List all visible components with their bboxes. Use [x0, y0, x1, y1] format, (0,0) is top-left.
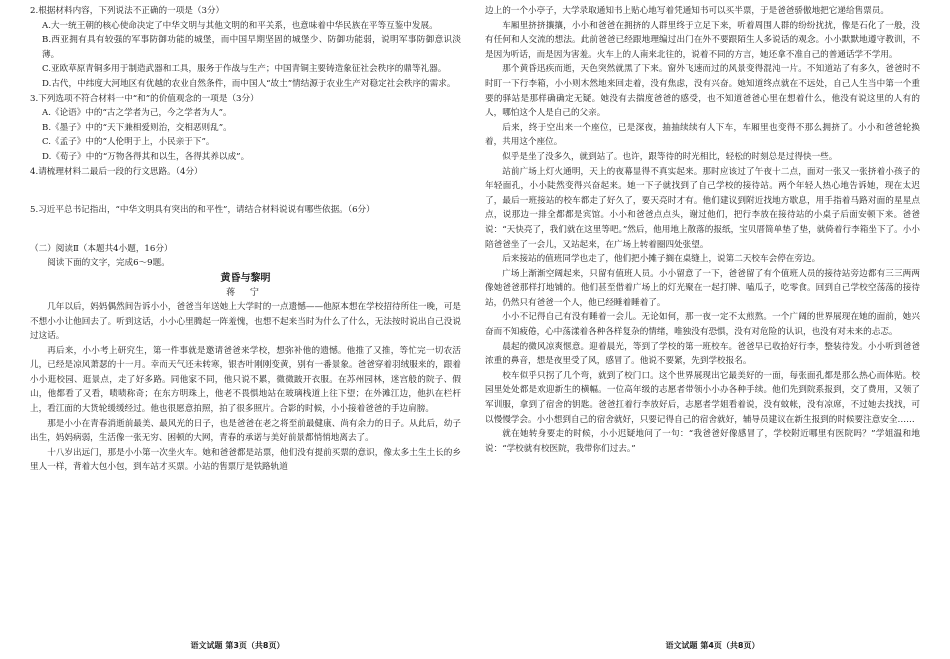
section-heading: （二）阅读Ⅱ（本题共4小题，16分） — [30, 243, 173, 254]
question-3-option-d: D.《荀子》中的“万物各得其和以生，各得其养以成”。 — [42, 151, 250, 162]
reading-instruction: 阅读下面的文字，完成6～9题。 — [47, 258, 170, 269]
article-paragraph: 后来接站的值班同学也走了，他们把小摊子搁在桌缝上，说第二天校车会停在旁边。 — [502, 254, 821, 265]
question-2-option-a: A.大一统王朝的核心使命决定了中华文明与其他文明的和平关系，也意味着中华民族在平等互鉴中发展。 — [42, 20, 438, 31]
question-2-stem: 2.根据材料内容，下列说法不正确的一项是（3分） — [30, 6, 225, 16]
article-paragraph: 边上的一个小亭子，大学录取通知书上贴心地写着凭通知书可以买半票，于是爸爸骄傲地把它递给售票员。 — [485, 6, 889, 16]
question-2-option-b: B.西亚拥有具有较强的军事防御功能的城堡，而中国早期坚固的城堡少、防御功能弱，说明军事防御意识淡薄。 — [42, 35, 461, 60]
article-paragraph: 那个黄昏迅疾而逝，天色突然就黑了下来。窗外飞速而过的风景变得混沌一片。不知道站了有多久，爸爸时不时盯一下行李箱，小小则木然地来回走着，没有焦虑，没有兴奋。她知道终点就在不远处，自己人生当中第一个重要的驿站是那样确确定无疑。她没有去揣度爸爸的感受，也不知道爸爸心里在想着什么，他没有说这里的人有的人，哪怕这个人是自己的父亲。 — [485, 64, 920, 119]
article-paragraph: 十八岁出远门，那是小小第一次坐火车。她和爸爸都是站票，他们没有提前买票的意识，像太多土生土长的乡里人一样，背着大包小包，到车站才买票。小站的售票厅是铁路轨道 — [30, 447, 461, 473]
question-3-option-b: B.《墨子》中的“天下兼相爱则治，交相恶则乱”。 — [42, 122, 232, 133]
article-paragraph: 广场上渐渐空阔起来，只留有值班人员。小小留意了一下，爸爸留了有个值班人员的接待站旁边都有三三两两像她爸爸那样打地铺的。他们甚至借着广场上的灯光聚在一起打牌、嗑瓜子，吃零食。回到自己学校空荡荡的接待站，仍然只有爸爸一个人，他已经睡着睡着了。 — [485, 268, 920, 308]
question-3-stem: 3.下列选项不符合材料一中“和”的价值观念的一项是（3分） — [30, 93, 259, 104]
article-paragraph: 小小不记得自己有没有睡着一会儿。无论如何，那一夜一定不太煎熬。一个广阔的世界展现在她的面前，她兴奋而不知疲倦，心中荡漾着各种各样复杂的情绪，唯独没有恐惧，没有对危险的认识，也没有对未来的忐忑。 — [485, 312, 920, 338]
article-paragraph: 校车似乎只拐了几个弯，就到了校门口。这个世界展现出它最美好的一面，每张面孔都是那么热心而体贴。校园里处处都是欢迎新生的横幅。一位高年级的志愿者带领小小办各种手续。他们先到院系报到，交了费用，又领了军训服，拿到了宿舍的钥匙。爸爸扛着行李放好后，志愿者学姐看着说，没有蚊帐，没有凉席，不过她去找找，可以慢慢学会。小小想到自己的宿舍就好，只要记得自己的宿舍就好，辅导员建议在新生报到的时候要注意安全…… — [485, 370, 920, 425]
article-paragraph: 站前广场上灯火通明，天上的夜幕显得不真实起来。那时应该过了午夜十二点，面对一张又一张挤着小孩子的年轻面孔，小小陡然变得兴奋起来。她一下子就找到了自己学校的接待站。两个年轻人热心地告诉她，现在太迟了，最后一班接站的校车都走了好久了，要天亮时才有。他们建议到附近找地方歇息，用手指着马路对面的星星点点，说那边一排全都都是宾馆。小小和爸爸点点头，谢过他们，把行李放在接待站的小桌子后面安顿下来。爸爸说：“天快亮了，我们就在这里等吧。”然后，他用地上散落的报纸，宝贝厝简单垫了垫，就倚着行李箱坐下了。小小陪爸爸坐了一会儿，又站起来，在广场上转着圈四处张望。 — [485, 166, 920, 250]
page-footer: 语文试题 第3页（共8页） — [190, 641, 285, 650]
article-paragraph: 那是小小在青春消逝前最美、最风光的日子，也是爸爸在老之将至前最健康、尚有余力的日子。从此后，幼子出生，妈妈病弱，生活像一张无穷、困顿的大网，青春的承诺与美好前景都悄悄地离去了。 — [30, 418, 461, 444]
page-footer: 语文试题 第4页（共8页） — [665, 641, 760, 650]
question-3-option-c: C.《孟子》中的“人伦明于上，小民亲于下”。 — [42, 137, 215, 148]
article-paragraph: 再后来，小小考上研究生，第一件事就是邀请爸爸来学校，想弥补他的遗憾。他推了又推，等忙完一切农活儿，已经是凉风萧瑟的十一月。幸而天气还未转寒，银杏叶刚刚变黄，别有一番景象。爸爸穿着羽绒服来的，跟着小小逛校园、逛景点，走了好多路。同他家不同，他只说不累，微微跛开衣服。在苏州园林，迷宫般的院子、假山，他都看了又看，啧啧称奇；在东方明珠上，他老不畏惧地站在玻璃栈道上往下望；在外滩江边，他扒在栏杆上，看江面的大货轮缓缓经过。他也很愿意拍照，拍了很多照片。合影的时候，小小接着爸爸的手边肩膀。 — [30, 345, 461, 415]
article-paragraph: 几年以后，妈妈偶然间告诉小小，爸爸当年送她上大学时的一点遗憾——他原本想在学校招待所住一晚，可是不想小小让他回去了。听到这话，小小心里腾起一阵羞愧，也想不起来当时为什么了什么，无法按时说出自己没说过这话。 — [30, 301, 461, 342]
left-column — [30, 4, 461, 635]
question-4: 4.请梳理材料二最后一段的行文思路。（4分） — [30, 166, 203, 177]
article-author: 蒋 宁 — [226, 287, 265, 298]
article-paragraph: 晨起的微风凉爽惬意。迎着晨光，等到了学校的第一班校车。爸爸早已收拾好行李，整装待发。小小听到爸爸浓重的鼻音，想是夜里受了风，感冒了。他说不要紧，先到学校报名。 — [485, 341, 920, 367]
article-paragraph: 就在她转身要走的时候，小小迟疑地问了一句：“我爸爸好像感冒了，学校附近哪里有医院吗？”学姐温和地说：“学校就有校医院，我带你们过去。” — [485, 429, 920, 454]
question-2-option-d: D.古代，中纬度大河地区有优越的农业自然条件，而中国人“故土”情结源于农业生产对稳定社会秩序的需求。 — [42, 78, 456, 89]
right-page — [475, 0, 950, 659]
right-column — [485, 4, 920, 635]
article-paragraph: 车厢里挤挤攘攘，小小和爸爸在拥挤的人群里终于立足下来，听着周围人群的纷纷扰扰，像是石化了一般，没有任何和人交流的想法。此前爸爸已经跟地理编过出门在外不要跟陌生人多说话的观念。小小默默地遵守教训，不是因为听话，而是因为害羞。火车上的人南来北往的，说着不同的方言，她还拿不准自己的普通话学不学用。 — [485, 20, 920, 60]
article-paragraph: 似乎是坐了没多久，就到站了。也许，跟等待的时光相比，轻松的时刻总是过得快一些。 — [502, 151, 838, 162]
question-5: 5.习近平总书记指出，“中华文明具有突出的和平性”，请结合材料说说有哪些依据。（6分） — [30, 205, 375, 216]
article-title: 黄昏与黎明 — [220, 272, 271, 284]
question-2-option-c: C.亚欧草原青铜多用于制造武器和工具，服务于作战与生产；中国青铜主要铸造象征社会秩序的鼎等礼器。 — [42, 64, 447, 75]
article-paragraph: 后来，终于空出来一个座位，已是深夜，抽抽续续有人下车，车厢里也变得不那么拥挤了。小小和爸爸轮换着，共用这个座位。 — [485, 122, 920, 148]
question-3-option-a: A.《论语》中的“古之学者为己，今之学者为人”。 — [42, 108, 232, 119]
